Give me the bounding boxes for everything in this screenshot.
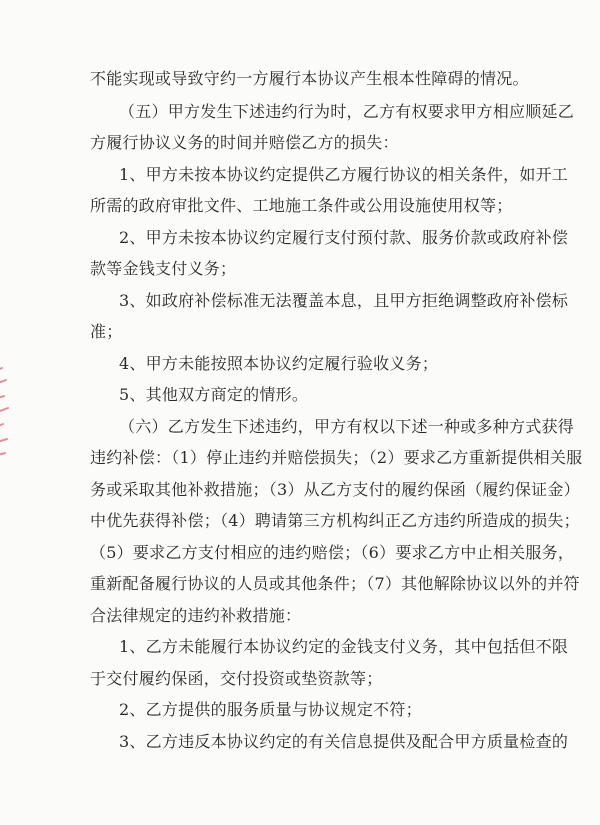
text-line-16: （5）要求乙方支付相应的违约赔偿；（6）要求乙方中止相关服务，: [90, 543, 575, 562]
item-b3-line: 3、乙方违反本协议约定的有关信息提供及配合甲方质量检查的: [119, 732, 569, 751]
text-line-17: 重新配备履行协议的人员或其他条件；（7）其他解除协议以外的并符: [90, 574, 580, 593]
section-five-heading: （五）甲方发生下述违约行为时，乙方有权要求甲方相应顺延乙: [119, 102, 575, 121]
text-line-18: 合法律规定的违约补救措施：: [90, 606, 302, 625]
item-2-line-b: 款等金钱支付义务；: [90, 259, 237, 278]
text-line-14: 务或采取其他补救措施；（3）从乙方支付的履约保函（履约保证金）: [90, 480, 580, 499]
item-5-line: 5、其他双方商定的情形。: [119, 385, 309, 404]
item-b2-line: 2、乙方提供的服务质量与协议规定不符；: [119, 700, 422, 719]
seam-stamp-fragment: [0, 356, 16, 476]
item-4-line: 4、甲方未能按照本协议约定履行验收义务；: [119, 354, 439, 373]
section-six-heading: （六）乙方发生下述违约，甲方有权以下述一种或多种方式获得: [119, 417, 575, 436]
item-3-line-a: 3、如政府补偿标准无法覆盖本息，且甲方拒绝调整政府补偿标: [119, 291, 569, 310]
item-2-line-a: 2、甲方未按本协议约定履行支付预付款、服务价款或政府补偿: [119, 228, 569, 247]
item-1-line-a: 1、甲方未按本协议约定提供乙方履行协议的相关条件，如开工: [119, 165, 569, 184]
text-line-13: 违约补偿：（1）停止违约并赔偿损失；（2）要求乙方重新提供相关服: [90, 448, 583, 467]
text-line-1: 不能实现或导致守约一方履行本协议产生根本性障碍的情况。: [90, 69, 529, 88]
text-line-3: 方履行协议义务的时间并赔偿乙方的损失：: [90, 133, 399, 152]
item-3-line-b: 准；: [90, 322, 123, 341]
text-line-15: 中优先获得补偿；（4）聘请第三方机构纠正乙方违约所造成的损失；: [90, 511, 580, 530]
item-b1-line-b: 于交付履约保函，交付投资或垫资款等；: [90, 669, 383, 688]
item-b1-line-a: 1、乙方未能履行本协议约定的金钱支付义务，其中包括但不限: [119, 637, 569, 656]
item-1-line-b: 所需的政府审批文件、工地施工条件或公用设施使用权等；: [90, 196, 513, 215]
